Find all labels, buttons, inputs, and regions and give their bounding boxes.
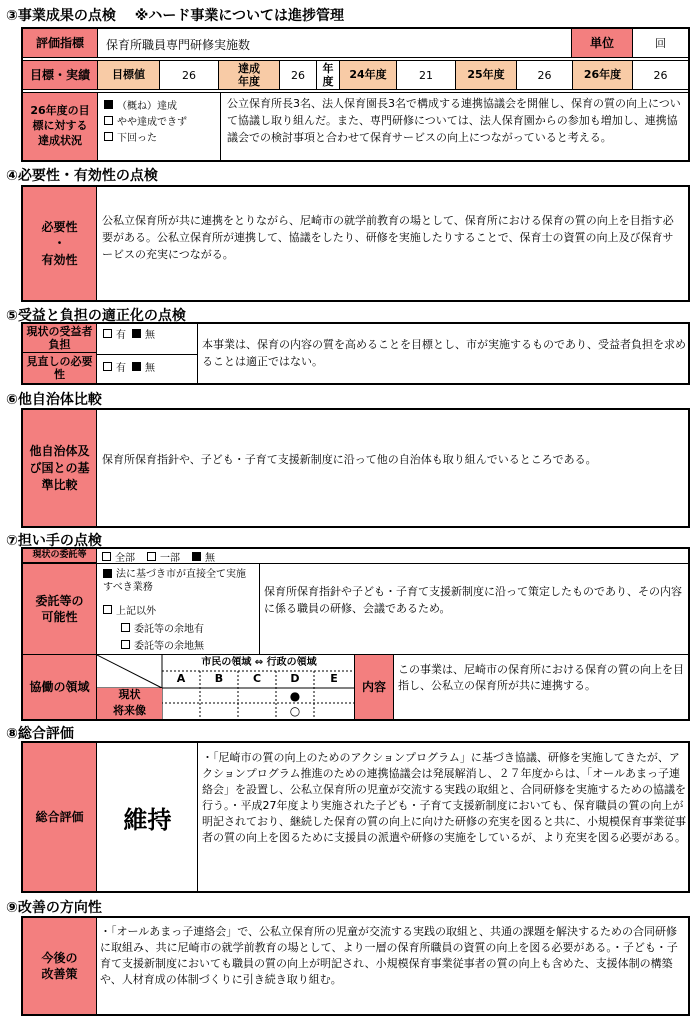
- outsource-all: 全部: [115, 552, 135, 564]
- burden-current-yes: 有: [116, 329, 126, 341]
- checkbox-icon[interactable]: [147, 552, 156, 561]
- necessity-label: [23, 187, 97, 300]
- col-e: E: [330, 672, 338, 686]
- domain-header: 市民の領域 ⇔ 行政の領域: [201, 657, 317, 669]
- section-7-heading: ⑦担い手の点検: [6, 533, 102, 549]
- section-9-heading: ⑨改善の方向性: [6, 900, 102, 916]
- target-value: 26: [159, 60, 219, 90]
- section-6-heading: ⑥他自治体比較: [6, 392, 102, 408]
- naiyo-label: 内容: [354, 655, 394, 719]
- achieve-year-label-1: 達成: [238, 62, 260, 75]
- necessity-label-dot: ・: [53, 236, 66, 251]
- status-option-below-label: 下回った: [117, 132, 157, 144]
- y26-value: 26: [632, 60, 689, 90]
- outsource-possibility-label-2: 可能性: [41, 610, 78, 624]
- achieve-year-label: [218, 60, 280, 90]
- checkbox-icon: [121, 640, 130, 649]
- row-future-label: 将来像: [113, 703, 146, 717]
- indicator-label: 評価指標: [22, 28, 98, 58]
- col-b: B: [214, 672, 224, 686]
- now-marker: ●: [289, 688, 301, 703]
- nendo-label-2: 度: [322, 75, 334, 88]
- current-outsource-options: [102, 549, 215, 563]
- outsource-part: 一部: [160, 552, 180, 564]
- checkbox-icon: [103, 605, 112, 614]
- checkbox-icon[interactable]: [103, 329, 112, 338]
- opt-other[interactable]: [103, 602, 156, 617]
- col-a: A: [176, 672, 186, 686]
- opt-other-label: 上記以外: [116, 606, 156, 617]
- checkbox-icon[interactable]: [102, 552, 111, 561]
- outsource-possibility-options: [97, 564, 260, 654]
- burden-review-yes: 有: [116, 362, 126, 374]
- opt-sub2-label: 委託等の余地無: [134, 641, 204, 652]
- nendo-label: [316, 60, 340, 90]
- indicator-value: 保育所職員専門研修実施数: [97, 28, 572, 58]
- checkbox-icon[interactable]: [132, 329, 141, 338]
- outsource-possibility-label-1: 委託等の: [35, 593, 84, 608]
- section-5-heading: ⑤受益と負担の適正化の点検: [6, 308, 186, 324]
- section-4-heading: ④必要性・有効性の点検: [6, 168, 158, 184]
- improvement-label: [23, 918, 97, 1014]
- comparison-text: 保育所保育指針や、子ども・子育て支援新制度に沿って他の自治体も取り組んでいるところである。: [102, 453, 597, 466]
- section-8-heading: ⑧総合評価: [6, 726, 74, 742]
- necessity-label-2: 有効性: [41, 252, 78, 267]
- outsource-possibility-label: [23, 564, 97, 654]
- y24-value: 21: [396, 60, 456, 90]
- improvement-text: ・「オールあまっ子連絡会」で、公私立保育所の児童が交流する実践の取組と、共通の課題を解決するための合同研修に取組み、共に尼崎市の就学前教育の場として、より一層の保育所職員の資質の向上を図る必要がある。・子ども・子育て支援新制度においても職員の質の向上が明記され、小規模保育事業従事者の質の向上も含めた、支援体制の構築や、人材育成の体制づくりに引き続き取り組む。: [100, 925, 678, 986]
- status-option-below[interactable]: [104, 128, 214, 144]
- overall-label: 総合評価: [23, 743, 97, 891]
- opt-sub2[interactable]: [121, 637, 204, 652]
- review-need-label: 見直しの必要性: [23, 353, 97, 383]
- checkbox-icon[interactable]: [132, 362, 141, 371]
- col-d: D: [290, 672, 300, 686]
- current-burden-label: 現状の受益者負担: [23, 324, 97, 353]
- y25-label: 25年度: [455, 60, 517, 90]
- status-options: [97, 92, 221, 161]
- outsource-none: 無: [205, 552, 215, 564]
- comparison-label: 他自治体及び国との基準比較: [23, 410, 97, 526]
- outsource-text: 保育所保育指針や子ども・子育て支援新制度に沿って策定したものであり、その内容に係る職員の研修、会議であるため。: [264, 585, 682, 615]
- opt-law[interactable]: [103, 568, 253, 594]
- checkbox-icon: [121, 623, 130, 632]
- row-now-label: 現状: [118, 688, 141, 702]
- y24-label: 24年度: [339, 60, 397, 90]
- opt-sub1-label: 委託等の余地有: [134, 624, 204, 635]
- overall-verdict: 維持: [98, 743, 198, 891]
- status-label: 26年度の目標に対する達成状況: [22, 92, 98, 161]
- status-option-slightly-missed[interactable]: [104, 112, 214, 128]
- burden-options: [97, 324, 198, 383]
- status-text: 公立保育所長3名、法人保育園長3名で構成する連携協議会を開催し、保育の質の向上について協議し取り組んだ。また、専門研修については、法人保育園からの参加も増加し、連携協議会での検討事項と合わせて保育サービスの向上につながっていると考える。: [220, 92, 689, 161]
- burden-review-no: 無: [145, 362, 155, 374]
- improvement-label-2: 改善策: [41, 967, 78, 981]
- checkbox-icon: [104, 116, 113, 125]
- overall-text: ・「尼崎市の質の向上のためのアクションプログラム」に基づき協議、研修を実施してきたが、アクションプログラム推進のための連携協議会は発展解消し、２７年度からは、「オールあまっ子連絡会」を設置し、公私立保育所の児童が交流する実践の取組と、合同研修を実施するための協議を行う。・平成27年度より実施された子ども・子育て支援新制度においても、保育職員の質の向上が明記されており、継続した保育の質の向上に向けた研修の充実を図ると共に、小規模保育事業従事者の質の向上を図るために支援員の派遣や研修の実施をしているが、より充実を図る必要がある。: [202, 751, 686, 844]
- current-outsource-label: 現状の委託等: [23, 549, 97, 563]
- opt-sub1[interactable]: [121, 620, 204, 635]
- checkbox-icon[interactable]: [192, 552, 201, 561]
- unit-value: 回: [632, 28, 689, 58]
- burden-text: 本事業は、保育の内容の質を高めることを目標とし、市が実施するものであり、受益者負担を求めることは適正ではない。: [202, 338, 686, 368]
- checkbox-icon: [103, 569, 112, 578]
- section-3-heading: ③事業成果の点検 ※ハード事業については進捗管理: [6, 8, 345, 24]
- burden-review-options: [103, 359, 155, 373]
- kyodo-grid: [97, 655, 354, 719]
- status-option-achieved-label: （概ね）達成: [117, 100, 177, 112]
- necessity-label-1: 必要性: [41, 220, 78, 235]
- checkbox-icon[interactable]: [103, 362, 112, 371]
- necessity-text: 公私立保育所が共に連携をとりながら、尼崎市の就学前教育の場として、保育所における保育の質の向上を目指す必要がある。公私立保育所が連携して、協議をしたり、研修を実施したりすることで、保育士の資質の向上及び保育サービスの充実につながる。: [102, 214, 674, 261]
- achieve-year-value: 26: [279, 60, 317, 90]
- status-option-achieved[interactable]: [104, 96, 214, 112]
- col-c: C: [252, 672, 262, 686]
- checkbox-icon: [104, 132, 113, 141]
- y25-value: 26: [516, 60, 573, 90]
- checkbox-icon: [104, 100, 113, 109]
- unit-label: 単位: [571, 28, 633, 58]
- kyodo-text: この事業は、尼崎市の保育所における保育の質の向上を目指し、公私立の保育所が共に連携する。: [398, 663, 684, 692]
- target-label: 目標・実績: [22, 60, 98, 90]
- nendo-label-1: 年: [322, 62, 334, 75]
- kyodo-label: 協働の領域: [23, 655, 97, 719]
- status-option-slightly-missed-label: やや達成できず: [117, 116, 187, 128]
- opt-law-label: 法に基づき市が直接全て実施すべき業務: [103, 569, 246, 593]
- burden-current-options: [103, 326, 155, 340]
- future-marker: ○: [289, 704, 301, 718]
- burden-current-no: 無: [145, 329, 155, 341]
- y26-label: 26年度: [572, 60, 633, 90]
- achieve-year-label-2: 年度: [238, 75, 260, 88]
- target-value-label: 目標値: [97, 60, 160, 90]
- burden-divider: [97, 354, 198, 355]
- improvement-label-1: 今後の: [41, 950, 78, 965]
